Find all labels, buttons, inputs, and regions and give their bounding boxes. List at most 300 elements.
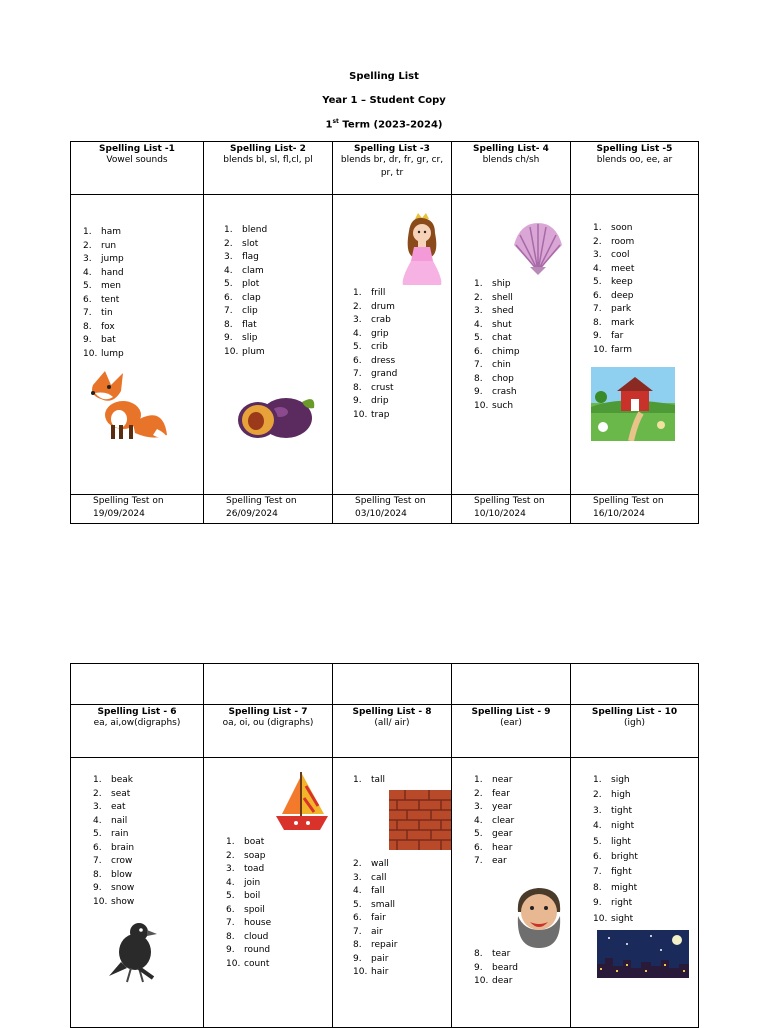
word-item — [93, 815, 134, 829]
word-text: bright — [611, 851, 638, 862]
word-text: ear — [492, 856, 507, 866]
word-number: 1. — [474, 775, 483, 785]
word-list — [353, 858, 397, 980]
word-number: 5. — [474, 333, 483, 343]
word-text: lump — [101, 348, 124, 359]
word-number: 7. — [224, 306, 233, 316]
word-number: 5. — [474, 829, 483, 839]
word-number: 1. — [226, 837, 235, 847]
word-text: grip — [371, 328, 389, 339]
bearded-man-illustration — [510, 882, 568, 950]
word-item — [593, 788, 638, 803]
word-text: pair — [371, 953, 389, 964]
word-item — [474, 400, 520, 414]
word-item — [224, 332, 267, 346]
word-number: 8. — [474, 373, 483, 384]
word-text: chop — [492, 373, 514, 384]
word-text: slot — [242, 238, 259, 249]
night-sky-illustration — [597, 930, 689, 978]
word-number: 10. — [93, 896, 108, 907]
test-label: Spelling Test on — [226, 496, 297, 506]
word-text: mark — [611, 317, 635, 328]
word-text: eat — [111, 802, 126, 812]
spelling-table-1 — [70, 141, 699, 524]
word-text: fox — [101, 321, 115, 332]
list-title: Spelling List - 10 — [591, 707, 678, 717]
list-title: Spelling List - 6 — [97, 707, 177, 717]
word-text: tin — [101, 308, 113, 318]
word-item — [224, 251, 267, 265]
word-text: hear — [492, 842, 513, 853]
word-number: 6. — [353, 355, 362, 366]
word-text: boat — [244, 837, 265, 847]
word-item — [474, 774, 514, 788]
shell-illustration — [510, 221, 566, 275]
word-number: 7. — [93, 856, 102, 866]
word-text: brain — [111, 842, 135, 853]
word-item — [353, 858, 397, 872]
list-subtitle: oa, oi, ou (digraphs) — [222, 718, 314, 728]
word-text: drum — [371, 301, 395, 312]
fox-illustration — [83, 363, 169, 443]
empty-cell — [452, 664, 571, 705]
word-cell-10 — [571, 758, 699, 1028]
word-cell-2 — [204, 195, 333, 495]
word-number: 8. — [593, 882, 602, 893]
word-item — [474, 962, 518, 976]
list-title: Spelling List- 2 — [230, 144, 306, 154]
word-text: dress — [371, 355, 396, 366]
word-number: 6. — [593, 290, 602, 301]
word-item — [83, 321, 124, 335]
test-date-row — [71, 495, 699, 524]
word-number: 9. — [224, 333, 233, 343]
word-number: 5. — [93, 829, 102, 839]
word-item — [83, 280, 124, 294]
list-header-8 — [333, 705, 452, 758]
word-item — [593, 881, 638, 896]
word-number: 8. — [474, 949, 483, 959]
word-number: 2. — [93, 788, 102, 799]
word-text: bat — [101, 335, 116, 345]
word-item — [593, 236, 634, 250]
empty-row — [71, 664, 699, 705]
word-list — [226, 836, 271, 971]
word-item — [224, 238, 267, 252]
word-number: 3. — [474, 306, 483, 316]
list-subtitle: blends bl, sl, fl,cl, pl — [223, 155, 313, 165]
word-number: 6. — [83, 294, 92, 305]
word-text: sight — [611, 913, 634, 924]
test-date: 26/09/2024 — [226, 509, 278, 519]
list-subtitle: (igh) — [624, 718, 645, 728]
test-date-cell-1 — [71, 495, 204, 524]
word-item — [474, 855, 514, 869]
word-item — [593, 263, 634, 277]
boat-illustration — [274, 770, 330, 834]
list-title: Spelling List- 4 — [473, 144, 549, 154]
list-header-3 — [333, 142, 452, 195]
word-item — [593, 317, 634, 331]
word-text: toad — [244, 864, 265, 874]
word-cell-3 — [333, 195, 452, 495]
word-text: near — [492, 775, 513, 785]
word-text: crust — [371, 382, 394, 393]
list-header-1 — [71, 142, 204, 195]
word-item — [474, 975, 518, 989]
word-text: fall — [371, 886, 385, 896]
word-number: 4. — [593, 821, 602, 832]
word-text: night — [611, 821, 635, 832]
words-row — [71, 195, 699, 495]
word-text: such — [492, 400, 514, 411]
word-number: 5. — [353, 342, 362, 352]
word-item — [93, 896, 134, 910]
list-header-7 — [204, 705, 333, 758]
word-text: cloud — [244, 931, 269, 942]
word-number: 3. — [353, 872, 362, 883]
list-title: Spelling List -5 — [596, 144, 673, 154]
page-subtitle: Year 1 – Student Copy — [322, 95, 446, 106]
word-item — [474, 815, 514, 829]
word-text: crash — [492, 387, 517, 397]
list-subtitle: (all/ air) — [374, 718, 410, 728]
word-number: 4. — [83, 267, 92, 278]
word-item — [93, 788, 134, 802]
word-number: 2. — [474, 788, 483, 799]
word-number: 1. — [224, 225, 233, 235]
word-text: drip — [371, 396, 389, 406]
word-item — [353, 301, 397, 315]
word-item — [83, 267, 124, 281]
word-cell-6 — [71, 758, 204, 1028]
word-text: dear — [492, 976, 513, 986]
word-text: slip — [242, 333, 258, 343]
word-number: 4. — [93, 815, 102, 826]
word-item — [83, 334, 124, 348]
word-number: 9. — [593, 331, 602, 341]
word-item — [83, 253, 124, 267]
word-number: 9. — [593, 898, 602, 909]
word-item — [593, 835, 638, 850]
header-row — [71, 142, 699, 195]
word-number: 8. — [226, 931, 235, 942]
word-number: 10. — [226, 958, 241, 969]
word-item — [353, 341, 397, 355]
word-text: right — [611, 898, 633, 909]
word-text: fight — [611, 867, 632, 878]
word-text: shed — [492, 306, 514, 316]
word-item — [224, 265, 267, 279]
word-number: 1. — [593, 223, 602, 233]
list-title: Spelling List -3 — [354, 144, 430, 154]
word-item — [353, 885, 397, 899]
word-number: 4. — [474, 815, 483, 826]
word-number: 3. — [224, 252, 233, 262]
word-item — [474, 346, 520, 360]
word-number: 7. — [474, 360, 483, 370]
word-item — [593, 773, 638, 788]
word-text: round — [244, 945, 271, 955]
word-number: 5. — [226, 891, 235, 901]
word-item — [593, 276, 634, 290]
word-text: shell — [492, 292, 513, 303]
word-number: 10. — [474, 400, 489, 411]
word-number: 1. — [353, 775, 362, 785]
list-title: Spelling List -1 — [99, 144, 175, 154]
word-text: crow — [111, 856, 133, 866]
word-item — [474, 828, 514, 842]
word-number: 5. — [353, 899, 362, 910]
word-item — [593, 344, 634, 358]
word-item — [353, 314, 397, 328]
list-subtitle: (ear) — [500, 718, 522, 728]
word-item — [353, 409, 397, 423]
word-number: 4. — [474, 319, 483, 330]
word-list — [93, 774, 134, 909]
word-number: 1. — [474, 279, 483, 289]
word-number: 8. — [93, 869, 102, 880]
word-number: 10. — [83, 348, 98, 359]
word-list — [474, 774, 514, 869]
word-text: blend — [242, 225, 268, 235]
word-number: 6. — [474, 842, 483, 853]
word-number: 4. — [226, 877, 235, 888]
word-number: 4. — [593, 263, 602, 274]
word-number: 7. — [353, 369, 362, 379]
list-title: Spelling List - 9 — [471, 707, 551, 717]
word-text: clap — [242, 292, 261, 303]
word-item — [226, 877, 271, 891]
word-item — [226, 863, 271, 877]
word-item — [474, 278, 520, 292]
word-text: men — [101, 281, 122, 291]
page-title: Spelling List — [349, 71, 419, 82]
word-text: high — [611, 790, 631, 801]
word-cell-1 — [71, 195, 204, 495]
term-ordinal: st — [332, 118, 339, 125]
test-date-cell-2 — [204, 495, 333, 524]
word-number: 3. — [593, 250, 602, 260]
word-number: 5. — [83, 281, 92, 291]
list-title: Spelling List - 7 — [228, 707, 308, 717]
word-cell-4 — [452, 195, 571, 495]
word-number: 4. — [353, 328, 362, 339]
word-number: 2. — [353, 301, 362, 312]
word-item — [226, 904, 271, 918]
word-text: farm — [611, 344, 632, 355]
word-item — [224, 346, 267, 360]
word-text: chimp — [492, 346, 520, 357]
word-list — [474, 278, 520, 413]
word-number: 7. — [83, 308, 92, 318]
word-number: 2. — [224, 238, 233, 249]
word-text: light — [611, 836, 631, 847]
test-date: 16/10/2024 — [593, 509, 645, 519]
word-text: house — [244, 918, 272, 928]
word-number: 10. — [593, 344, 608, 355]
word-text: meet — [611, 263, 635, 274]
spelling-table-2 — [70, 663, 699, 1028]
word-number: 3. — [474, 802, 483, 812]
empty-cell — [571, 664, 699, 705]
word-text: clam — [242, 265, 264, 276]
word-item — [353, 774, 385, 788]
word-number: 2. — [593, 236, 602, 247]
term-years: Term (2023-2024) — [338, 119, 443, 131]
word-number: 3. — [353, 315, 362, 325]
test-date: 03/10/2024 — [355, 509, 407, 519]
word-text: ham — [101, 227, 121, 237]
word-text: flag — [242, 252, 259, 262]
word-text: crab — [371, 315, 391, 325]
word-text: chat — [492, 333, 512, 343]
word-text: plot — [242, 279, 260, 289]
word-item — [93, 828, 134, 842]
word-item — [224, 319, 267, 333]
word-text: hand — [101, 267, 124, 278]
word-number: 10. — [353, 967, 368, 977]
test-label: Spelling Test on — [93, 496, 164, 506]
word-item — [93, 774, 134, 788]
test-date-cell-3 — [333, 495, 452, 524]
word-item — [353, 939, 397, 953]
word-number: 9. — [226, 945, 235, 955]
word-text: park — [611, 304, 632, 314]
crow-illustration — [109, 918, 161, 984]
word-list — [474, 948, 518, 989]
word-item — [224, 305, 267, 319]
list-subtitle: blends oo, ee, ar — [596, 155, 673, 165]
word-text: shut — [492, 319, 512, 330]
word-number: 1. — [593, 775, 602, 785]
word-text: year — [492, 802, 513, 812]
word-item — [93, 801, 134, 815]
word-item — [474, 359, 520, 373]
word-text: blow — [111, 869, 133, 880]
word-cell-9 — [452, 758, 571, 1028]
word-item — [593, 912, 638, 927]
word-number: 2. — [83, 240, 92, 251]
word-item — [224, 278, 267, 292]
list-header-10 — [571, 705, 699, 758]
word-item — [474, 948, 518, 962]
word-number: 9. — [353, 396, 362, 406]
word-text: crib — [371, 342, 388, 352]
word-list — [83, 226, 124, 361]
word-text: join — [244, 877, 261, 888]
word-text: small — [371, 899, 395, 910]
word-item — [353, 382, 397, 396]
list-header-6 — [71, 705, 204, 758]
term-heading — [0, 118, 768, 130]
word-list — [353, 287, 397, 422]
test-label: Spelling Test on — [355, 496, 426, 506]
word-item — [226, 958, 271, 972]
word-text: sigh — [611, 775, 630, 785]
word-number: 9. — [93, 883, 102, 893]
word-item — [93, 842, 134, 856]
word-item — [593, 850, 638, 865]
empty-cell — [204, 664, 333, 705]
word-item — [224, 224, 267, 238]
word-text: clip — [242, 306, 258, 316]
word-item — [93, 855, 134, 869]
word-item — [93, 882, 134, 896]
word-text: call — [371, 872, 387, 883]
word-list — [224, 224, 267, 359]
word-item — [353, 872, 397, 886]
word-text: flat — [242, 319, 257, 330]
word-item — [593, 303, 634, 317]
word-text: beak — [111, 775, 133, 785]
word-number: 6. — [353, 913, 362, 923]
word-item — [353, 966, 397, 980]
word-item — [353, 899, 397, 913]
word-number: 9. — [474, 962, 483, 973]
word-item — [593, 290, 634, 304]
word-number: 7. — [593, 867, 602, 878]
word-text: nail — [111, 815, 128, 826]
word-number: 7. — [353, 926, 362, 937]
word-text: seat — [111, 788, 131, 799]
word-text: run — [101, 240, 117, 251]
test-label: Spelling Test on — [474, 496, 545, 506]
word-item — [226, 836, 271, 850]
word-text: room — [611, 236, 635, 247]
word-cell-7 — [204, 758, 333, 1028]
list-subtitle: blends ch/sh — [482, 155, 540, 165]
word-item — [226, 890, 271, 904]
word-text: repair — [371, 940, 398, 950]
word-text: snow — [111, 883, 135, 893]
word-number: 2. — [353, 859, 362, 869]
word-text: tight — [611, 805, 632, 816]
word-item — [593, 249, 634, 263]
word-number: 4. — [353, 886, 362, 896]
word-item — [593, 865, 638, 880]
list-title: Spelling List - 8 — [352, 707, 432, 717]
word-item — [83, 240, 124, 254]
word-text: soon — [611, 223, 633, 233]
word-item — [226, 917, 271, 931]
word-text: gear — [492, 829, 513, 839]
princess-illustration — [397, 213, 447, 289]
word-item — [226, 931, 271, 945]
word-text: ship — [492, 279, 511, 289]
word-item — [353, 328, 397, 342]
header-row — [71, 705, 699, 758]
empty-cell — [333, 664, 452, 705]
word-item — [474, 801, 514, 815]
word-item — [83, 348, 124, 362]
word-text: jump — [101, 254, 124, 264]
word-number: 6. — [593, 851, 602, 862]
word-text: plum — [242, 346, 265, 357]
word-text: chin — [492, 360, 511, 370]
word-number: 8. — [83, 321, 92, 332]
word-text: boil — [244, 891, 261, 901]
word-text: show — [111, 896, 135, 907]
empty-cell — [71, 664, 204, 705]
word-list — [353, 774, 385, 788]
word-number: 9. — [474, 387, 483, 397]
list-header-2 — [204, 142, 333, 195]
word-item — [474, 386, 520, 400]
word-text: rain — [111, 829, 129, 839]
word-text: might — [611, 882, 638, 893]
word-item — [474, 319, 520, 333]
